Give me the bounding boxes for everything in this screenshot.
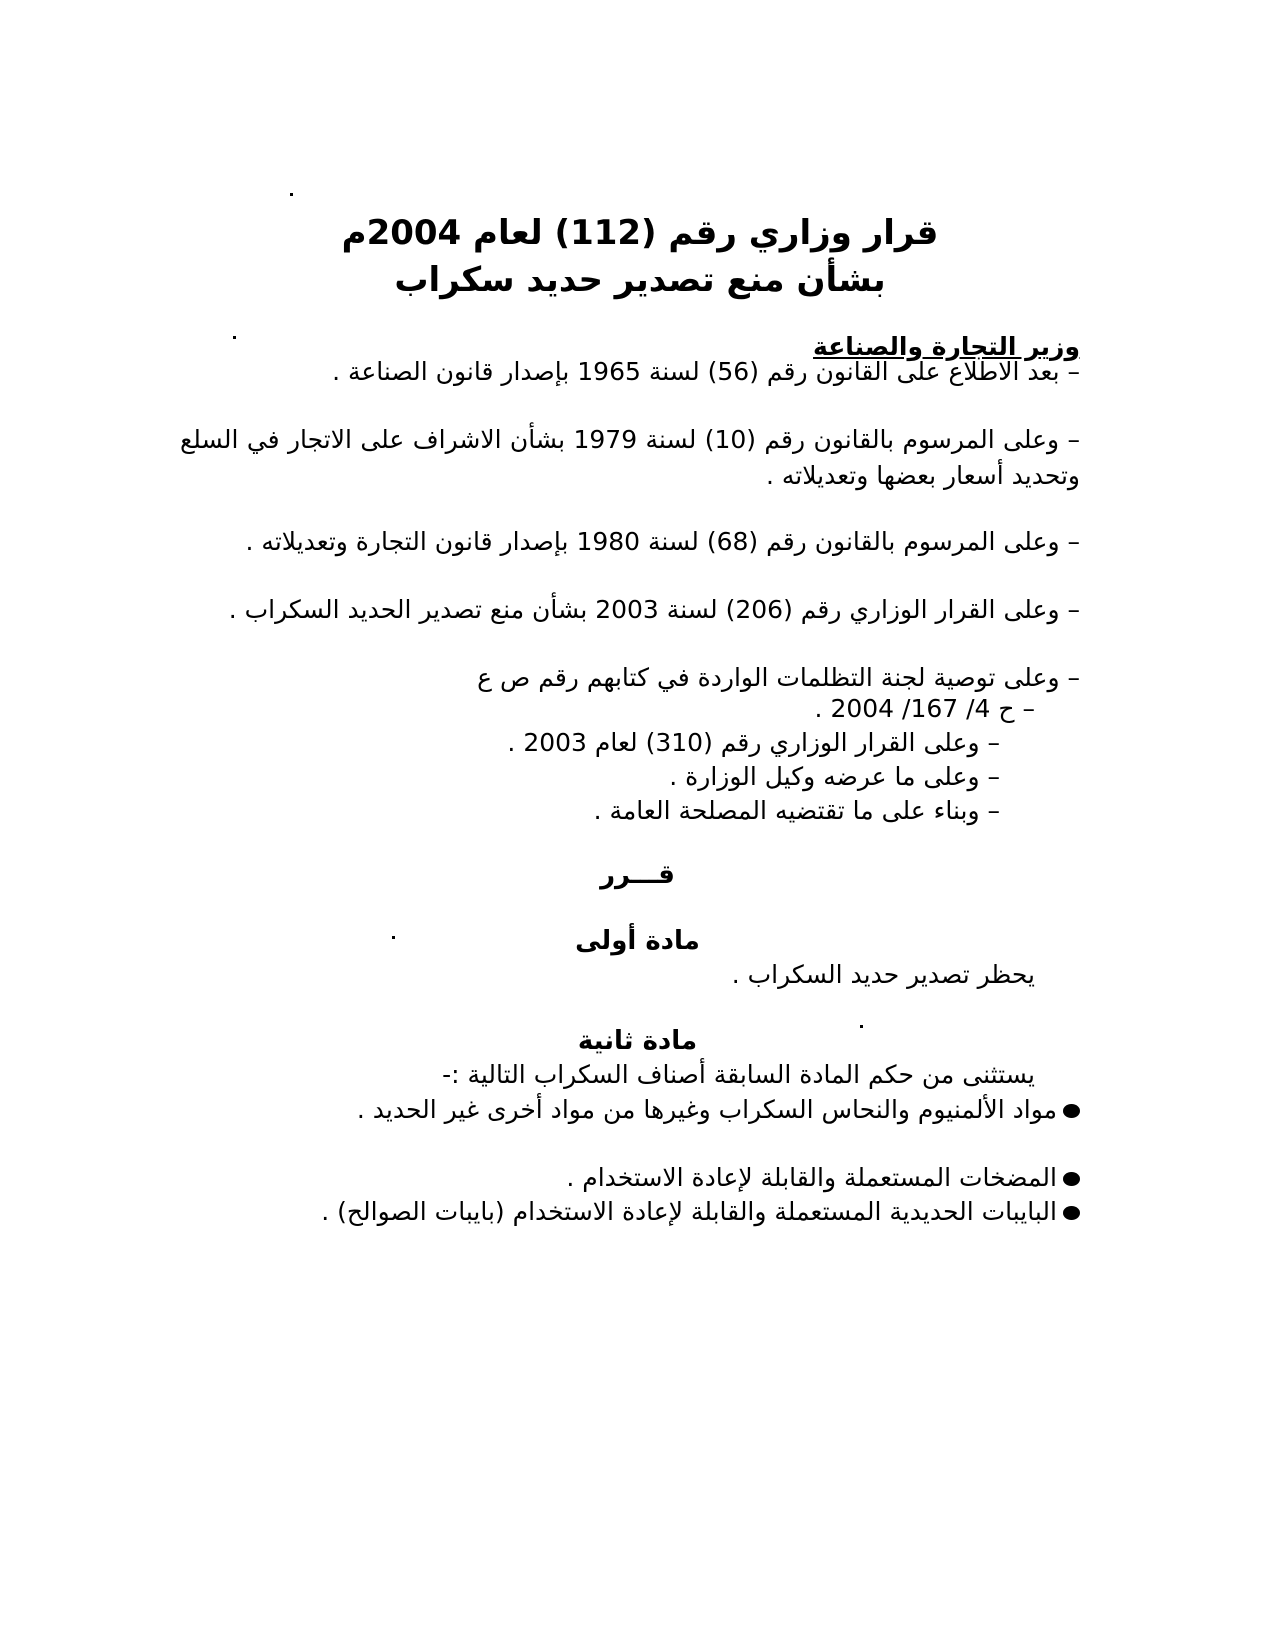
document-title: قرار وزاري رقم (112) لعام 2004م	[341, 213, 939, 253]
exception-item-text: البايبات الحديدية المستعملة والقابلة لإعادة الاستخدام (بايبات الصوالح) .	[321, 1197, 1057, 1226]
article-2-heading: مادة ثانية	[577, 1026, 698, 1056]
exception-item-text: المضخات المستعملة والقابلة لإعادة الاستخدام .	[566, 1163, 1057, 1192]
decided-heading: قـــرر	[600, 860, 675, 890]
preamble-item: – وعلى توصية لجنة التظلمات الواردة في كتابهم رقم ص ع	[180, 660, 1080, 696]
exception-item-text: مواد الألمنيوم والنحاس السكراب وغيرها من مواد أخرى غير الحديد .	[356, 1095, 1057, 1124]
exception-item	[180, 1092, 1080, 1128]
bullet-icon	[1063, 1172, 1080, 1186]
exception-item	[180, 1160, 1080, 1196]
preamble-item: – وعلى المرسوم بالقانون رقم (68) لسنة 1980 بإصدار قانون التجارة وتعديلاته .	[180, 524, 1080, 560]
preamble-item: – ح 4/ 167/ 2004 .	[815, 692, 1035, 726]
preamble-item: – بعد الاطلاع على القانون رقم (56) لسنة 1965 بإصدار قانون الصناعة .	[180, 354, 1080, 390]
preamble-item: – وعلى القرار الوزاري رقم (206) لسنة 2003 بشأن منع تصدير الحديد السكراب .	[180, 592, 1080, 628]
document-subtitle: بشأن منع تصدير حديد سكراب	[394, 260, 886, 300]
preamble-item: – وعلى ما عرضه وكيل الوزارة .	[669, 760, 1000, 794]
preamble-item: – وبناء على ما تقتضيه المصلحة العامة .	[594, 794, 1000, 828]
bullet-icon	[1063, 1206, 1080, 1220]
bullet-icon	[1063, 1104, 1080, 1118]
article-2-intro: يستثنى من حكم المادة السابقة أصناف السكراب التالية :-	[442, 1060, 1035, 1089]
article-1-heading: مادة أولى	[575, 926, 700, 956]
issuing-authority: وزير التجارة والصناعة	[813, 332, 1080, 361]
scan-speck	[233, 336, 236, 339]
article-1-text: يحظر تصدير حديد السكراب .	[731, 960, 1035, 989]
scan-speck	[290, 193, 293, 196]
preamble-item: – وعلى المرسوم بالقانون رقم (10) لسنة 1979 بشأن الاشراف على الاتجار في السلع وتحديد أسعار بعضها وتعديلاته .	[180, 422, 1080, 494]
exception-item	[180, 1194, 1080, 1230]
preamble-item: – وعلى القرار الوزاري رقم (310) لعام 2003 .	[507, 726, 1000, 760]
